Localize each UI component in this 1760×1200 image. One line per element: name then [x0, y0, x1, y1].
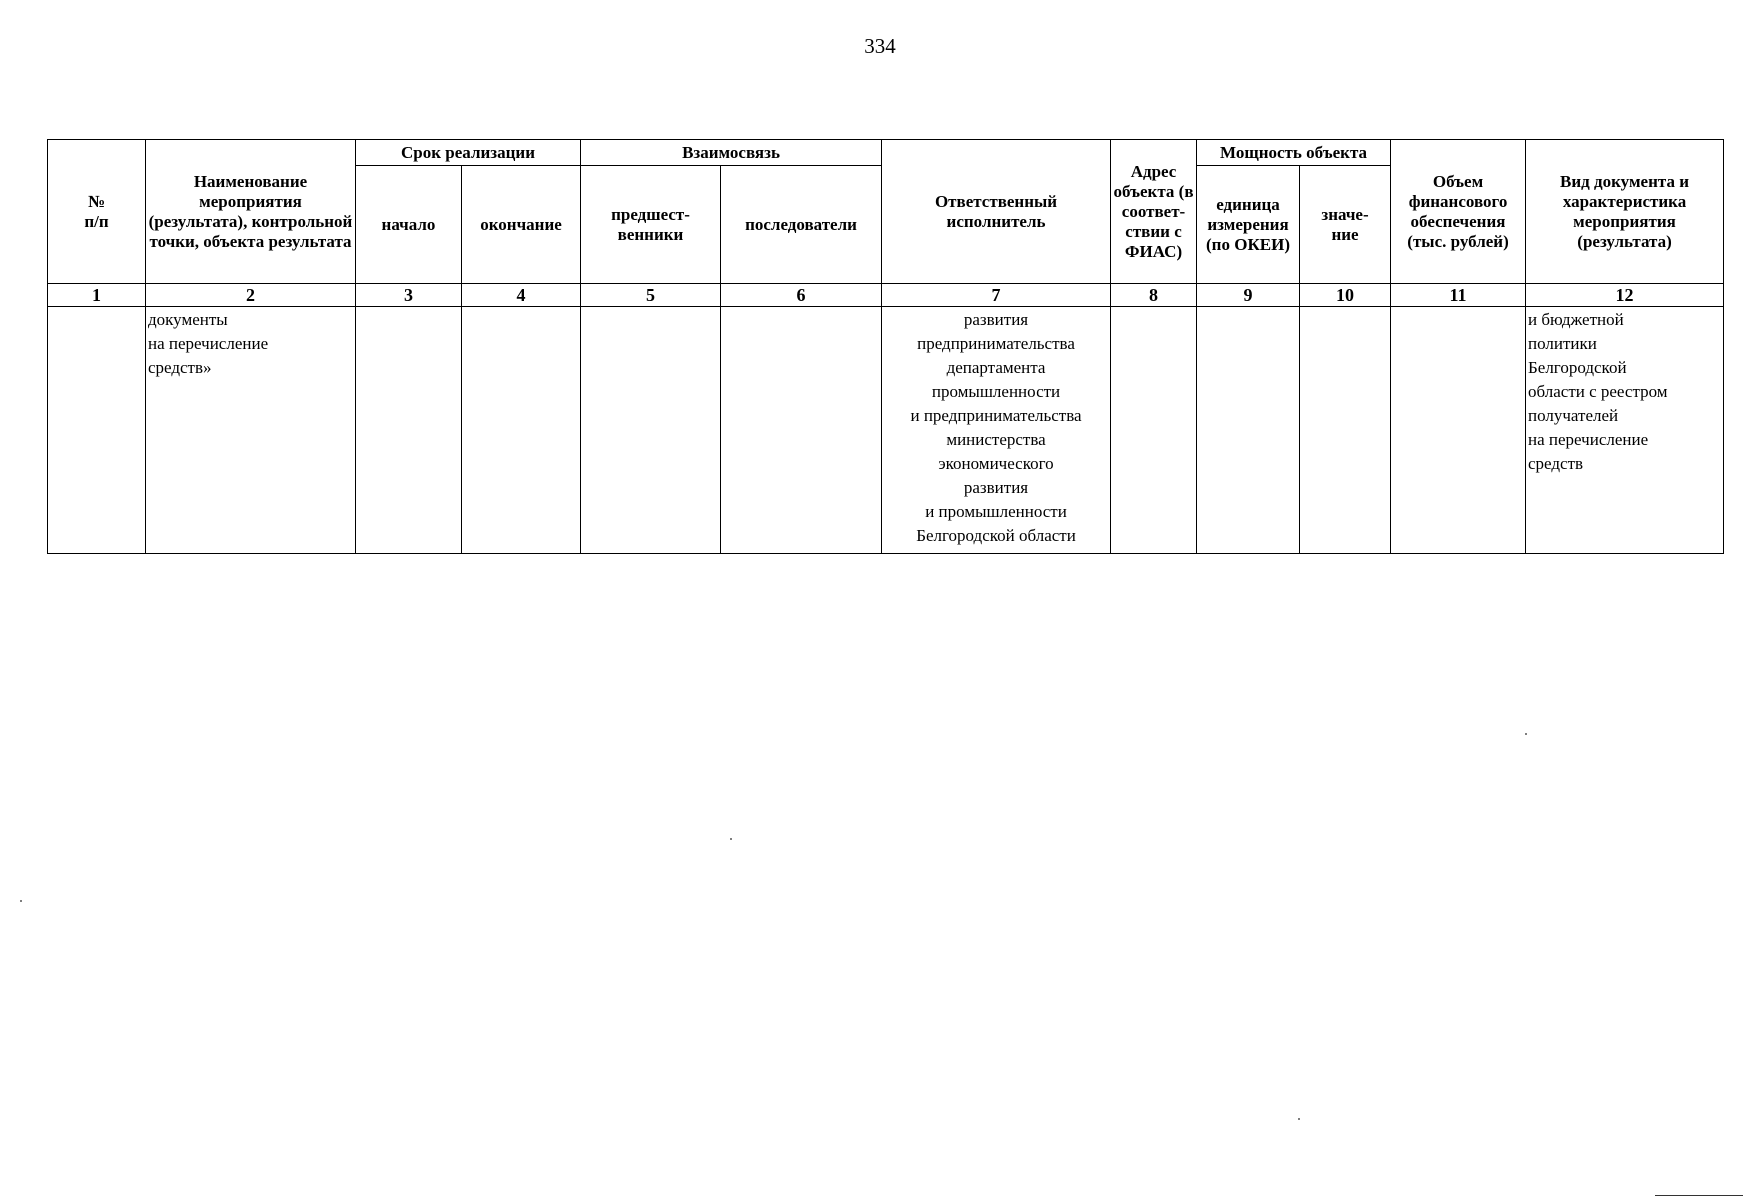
- scan-speck: [730, 838, 732, 840]
- column-number: 6: [721, 284, 882, 307]
- header-successors: последователи: [721, 166, 882, 284]
- page-number: 334: [864, 34, 896, 58]
- cell-address: [1111, 307, 1197, 554]
- cell-value: [1300, 307, 1391, 554]
- column-number: 11: [1391, 284, 1526, 307]
- header-start: начало: [356, 166, 462, 284]
- column-number: 1: [48, 284, 146, 307]
- header-capacity: Мощность объекта: [1197, 140, 1391, 166]
- header-end: окончание: [462, 166, 581, 284]
- scan-speck: [1298, 1118, 1300, 1120]
- column-number: 5: [581, 284, 721, 307]
- header-predecessors: предшест- венники: [581, 166, 721, 284]
- cell-successors: [721, 307, 882, 554]
- cell-executor: развития предпринимательства департамента промышленности и предпринимательства министерства экономического развития и промышленности Белгородской области: [882, 307, 1111, 554]
- cell-no: [48, 307, 146, 554]
- column-number: 12: [1526, 284, 1724, 307]
- column-number: 4: [462, 284, 581, 307]
- activity-plan-table: [47, 139, 1724, 554]
- footer-rule: [1655, 1195, 1743, 1196]
- header-relation: Взаимосвязь: [581, 140, 882, 166]
- table-row: [48, 307, 1724, 554]
- cell-funding: [1391, 307, 1526, 554]
- header-unit: единица измерения (по ОКЕИ): [1197, 166, 1300, 284]
- header-address: Адрес объекта (в соответ-ствии с ФИАС): [1111, 140, 1197, 284]
- column-number-row: [48, 284, 1724, 307]
- column-number: 3: [356, 284, 462, 307]
- cell-unit: [1197, 307, 1300, 554]
- header-funding: Объем финансового обеспечения (тыс. рублей): [1391, 140, 1526, 284]
- column-number: 7: [882, 284, 1111, 307]
- cell-predecessors: [581, 307, 721, 554]
- cell-name: документы на перечисление средств»: [146, 307, 356, 554]
- scan-speck: [20, 900, 22, 902]
- header-row-1: [48, 140, 1724, 166]
- header-no: № п/п: [48, 140, 146, 284]
- header-value: значе- ние: [1300, 166, 1391, 284]
- column-number: 8: [1111, 284, 1197, 307]
- column-number: 10: [1300, 284, 1391, 307]
- header-period: Срок реализации: [356, 140, 581, 166]
- cell-start: [356, 307, 462, 554]
- cell-doc-type: и бюджетной политики Белгородской области с реестром получателей на перечисление средств: [1526, 307, 1724, 554]
- column-number: 9: [1197, 284, 1300, 307]
- scan-speck: [1525, 733, 1527, 735]
- header-executor: Ответственный исполнитель: [882, 140, 1111, 284]
- header-name: Наименование мероприятия (результата), контрольной точки, объекта результата: [146, 140, 356, 284]
- header-doc-type: Вид документа и характеристика мероприятия (результата): [1526, 140, 1724, 284]
- column-number: 2: [146, 284, 356, 307]
- cell-end: [462, 307, 581, 554]
